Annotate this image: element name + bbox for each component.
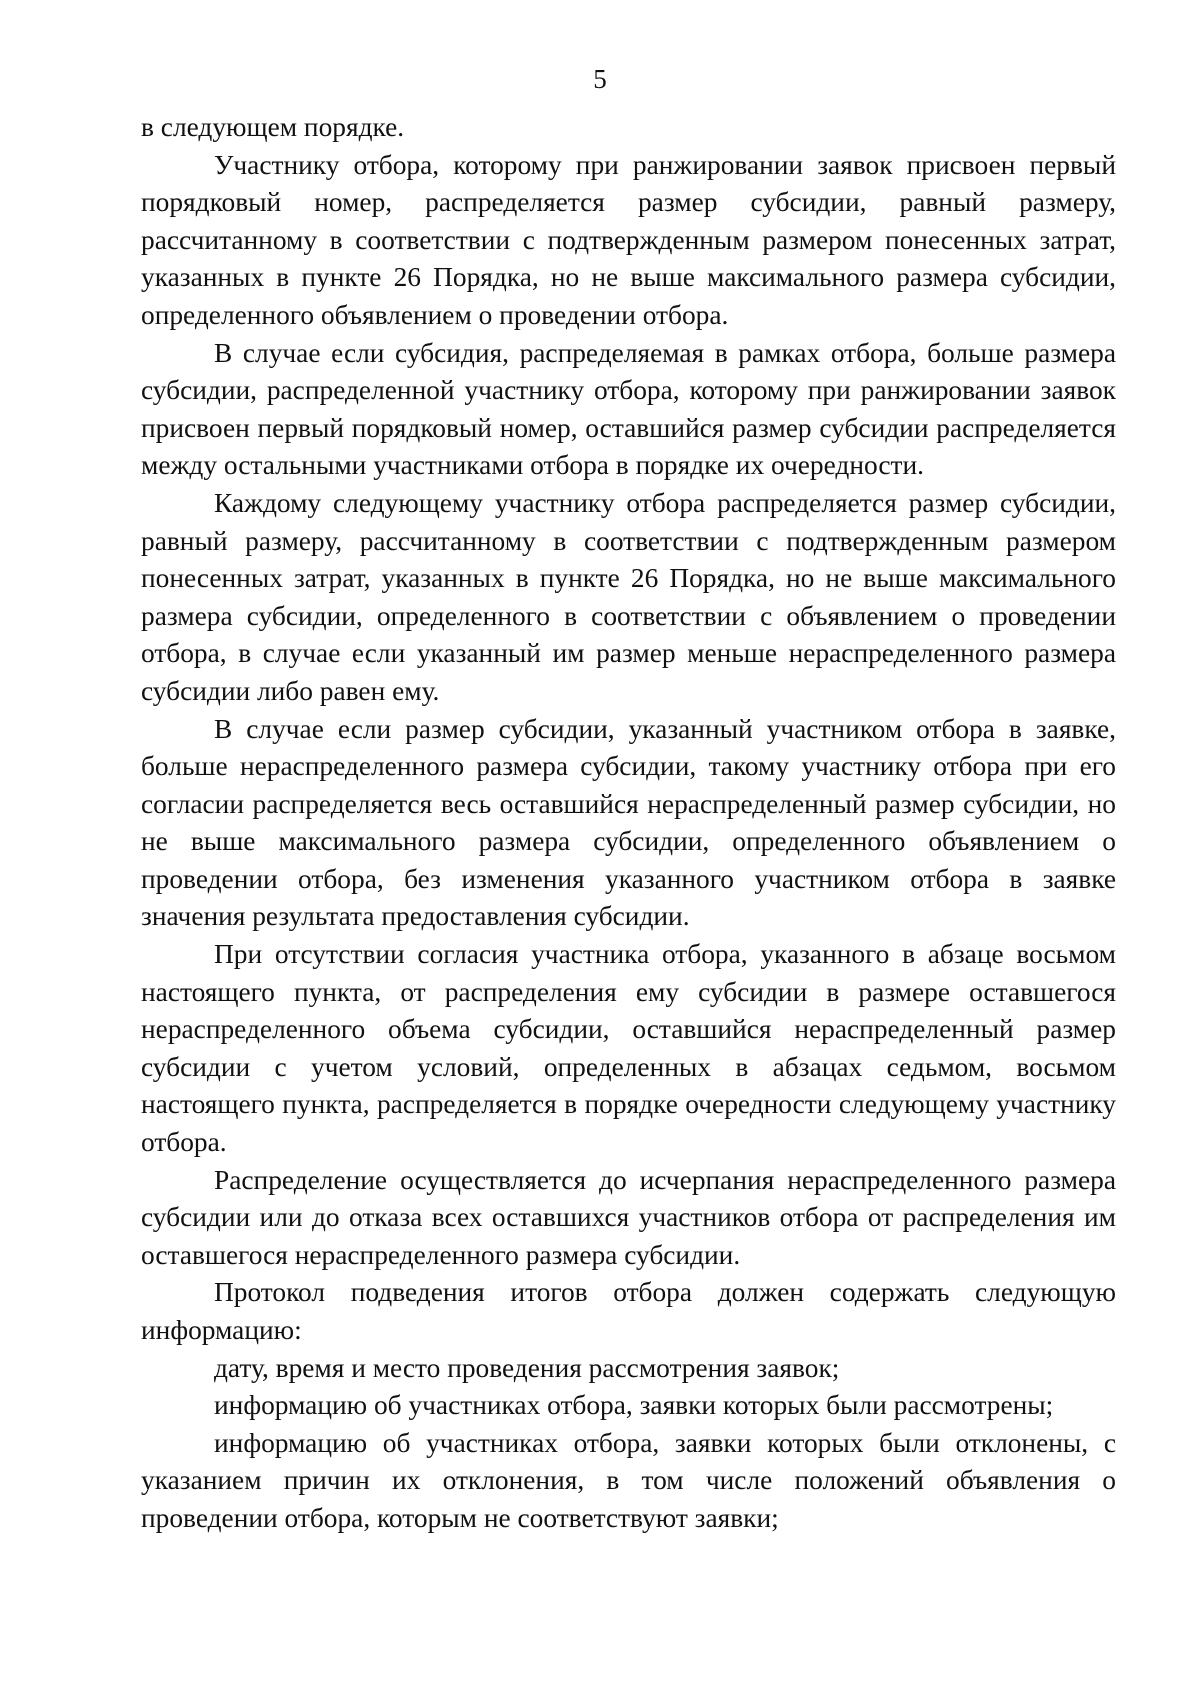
paragraph: В случае если субсидия, распределяемая в рамках отбора, больше размера субсидии, распределенной участнику отбора, которому при ранжировании заявок присвоен первый порядковый номер, оставшийся размер субсидии распределяется между остальными участниками отбора в порядке их очередности.	[141, 337, 1116, 481]
list-item: информацию об участниках отбора, заявки которых были отклонены, с указанием причин их отклонения, в том числе положений объявления о проведении отбора, которым не соответствуют заявки;	[141, 1427, 1116, 1533]
paragraph-continuation: в следующем порядке.	[141, 112, 405, 142]
document-body	[141, 109, 1116, 1538]
paragraph: Распределение осуществляется до исчерпания нераспределенного размера субсидии или до отказа всех оставшихся участников отбора от распределения им оставшегося нераспределенного размера субсидии.	[141, 1164, 1116, 1270]
paragraph: Участнику отбора, которому при ранжировании заявок присвоен первый порядковый номер, распределяется размер субсидии, равный размеру, рассчитанному в соответствии с подтвержденным размером понесенных затрат, указанных в пункте 26 Порядка, но не выше максимального размера субсидии, определенного объявлением о проведении отбора.	[141, 149, 1116, 330]
page-number: 5	[593, 64, 607, 94]
paragraph: Каждому следующему участнику отбора распределяется размер субсидии, равный размеру, рассчитанному в соответствии с подтвержденным размером понесенных затрат, указанных в пункте 26 Порядка, но не выше максимального размера субсидии, определенного в соответствии с объявлением о проведении отбора, в случае если указанный им размер меньше нераспределенного размера субсидии либо равен ему.	[141, 487, 1116, 706]
list-item: информацию об участниках отбора, заявки которых были рассмотрены;	[214, 1390, 1054, 1421]
paragraph: В случае если размер субсидии, указанный участником отбора в заявке, больше нераспределенного размера субсидии, такому участнику отбора при его согласии распределяется весь оставшийся нераспределенный размер субсидии, но не выше максимального размера субсидии, определенного объявлением о проведении отбора, без изменения указанного участником отбора в заявке значения результата предоставления субсидии.	[141, 713, 1116, 932]
paragraph: При отсутствии согласия участника отбора, указанного в абзаце восьмом настоящего пункта, от распределения ему субсидии в размере оставшегося нераспределенного объема субсидии, оставшийся нераспределенный размер субсидии с учетом условий, определенных в абзацах седьмом, восьмом настоящего пункта, распределяется в порядке очередности следующему участнику отбора.	[141, 939, 1116, 1158]
paragraph: Протокол подведения итогов отбора должен содержать следующую информацию:	[141, 1277, 1116, 1345]
list-item: дату, время и место проведения рассмотрения заявок;	[214, 1352, 840, 1383]
